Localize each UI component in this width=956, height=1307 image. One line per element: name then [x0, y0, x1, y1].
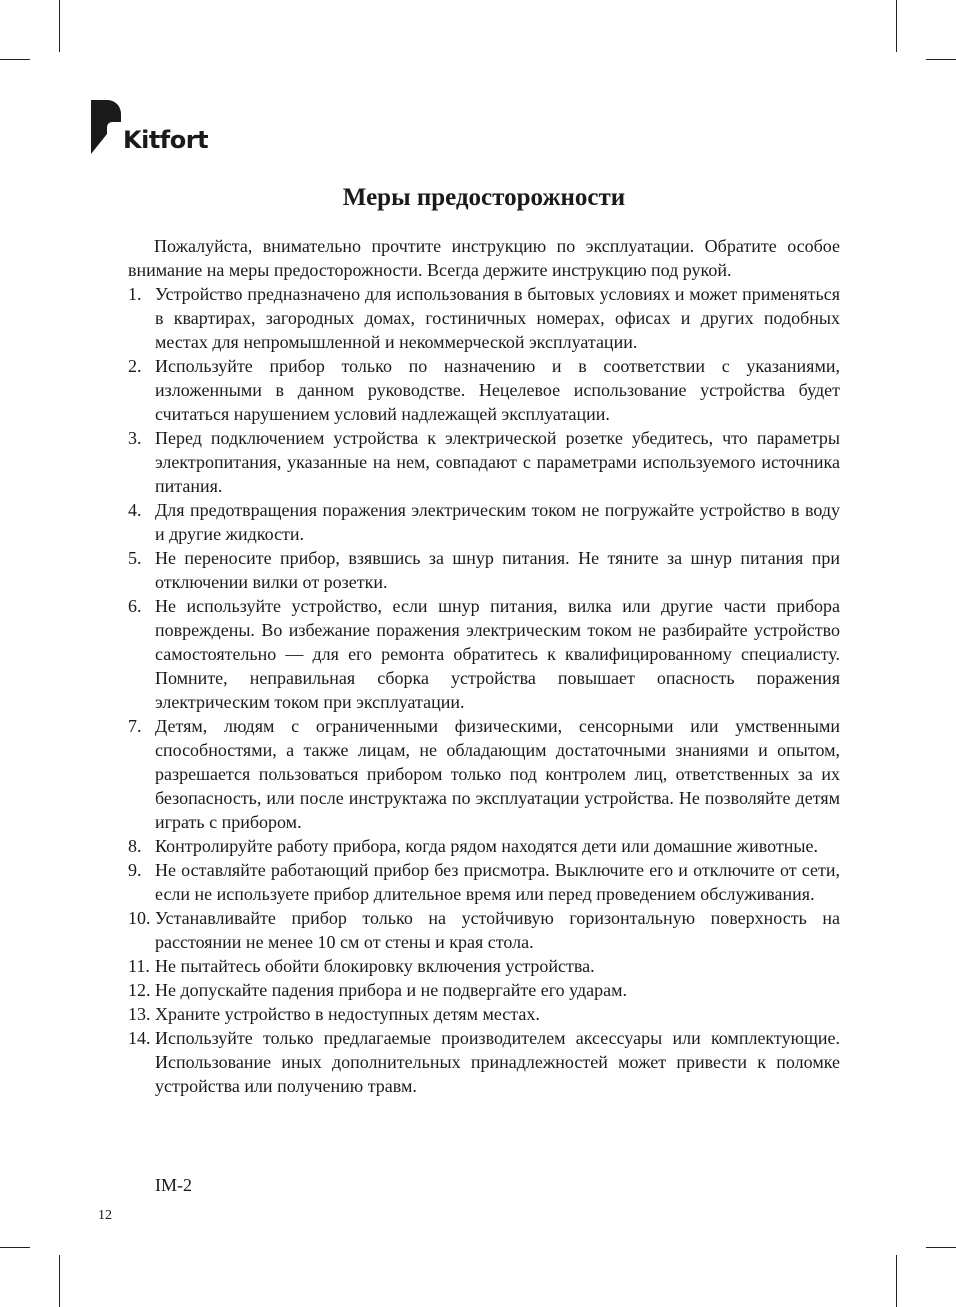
item-text: Для предотвращения поражения электрическим током не погружайте устройство в воду и другие жидкости. — [155, 500, 840, 544]
list-item — [128, 978, 840, 1002]
kitfort-logo — [91, 100, 208, 154]
item-number: 3. — [128, 428, 142, 448]
item-number: 13. — [128, 1004, 151, 1024]
list-item — [128, 354, 840, 426]
kitfort-logo-text: Kitfort — [123, 126, 209, 154]
list-item — [128, 594, 840, 714]
item-text: Детям, людям с ограниченными физическими, сенсорными или умственными способностями, а также лицам, не обладающим достаточными знаниями и опытом, разрешается пользоваться прибором только под контролем лиц, ответственных за их безопасность, или после инструктажа по эксплуатации устройства. Не позволяйте детям играть с прибором. — [155, 716, 840, 832]
crop-mark-bottom-left-vertical — [59, 1255, 60, 1307]
item-number: 9. — [128, 860, 142, 880]
list-item — [128, 282, 840, 354]
item-number: 11. — [128, 956, 150, 976]
item-number: 5. — [128, 548, 142, 568]
kitfort-k-mark-icon — [91, 100, 121, 154]
crop-mark-bottom-left-horizontal — [0, 1247, 30, 1248]
list-item — [128, 834, 840, 858]
item-text: Используйте только предлагаемые производителем аксессуары или комплектующие. Использование иных дополнительных принадлежностей может привести к поломке устройства или получению травм. — [155, 1028, 840, 1096]
item-text: Храните устройство в недоступных детям местах. — [155, 1004, 540, 1024]
item-number: 2. — [128, 356, 142, 376]
list-item — [128, 1002, 840, 1026]
list-item — [128, 906, 840, 954]
item-text: Устройство предназначено для использования в бытовых условиях и может применяться в квартирах, загородных домах, гостиничных номерах, офисах и других подобных местах для непромышленной и некоммерческой эксплуатации. — [155, 284, 840, 352]
item-number: 8. — [128, 836, 142, 856]
item-text: Используйте прибор только по назначению и в соответствии с указаниями, изложенными в данном руководстве. Нецелевое использование устройства будет считаться нарушением условий надлежащей эксплуатации. — [155, 356, 840, 424]
item-text: Контролируйте работу прибора, когда рядом находятся дети или домашние животные. — [155, 836, 818, 856]
crop-mark-top-left-vertical — [59, 0, 60, 52]
item-text: Не пытайтесь обойти блокировку включения устройства. — [155, 956, 595, 976]
item-text: Устанавливайте прибор только на устойчивую горизонтальную поверхность на расстоянии не менее 10 см от стены и края стола. — [155, 908, 840, 952]
item-number: 1. — [128, 284, 142, 304]
document-body — [128, 234, 840, 1098]
page-number: 12 — [98, 1208, 112, 1223]
list-item — [128, 426, 840, 498]
item-number: 4. — [128, 500, 142, 520]
item-number: 12. — [128, 980, 151, 1000]
item-number: 6. — [128, 596, 142, 616]
list-item — [128, 498, 840, 546]
list-item — [128, 714, 840, 834]
item-text: Не используйте устройство, если шнур питания, вилка или другие части прибора повреждены. Во избежание поражения электрическим током не разбирайте устройство самостоятельно — для его ремонта обратитесь к квалифицированному специалисту. Помните, неправильная сборка устройства повышает опасность поражения электрическим током при эксплуатации. — [155, 596, 840, 712]
item-text: Не допускайте падения прибора и не подвергайте его ударам. — [155, 980, 628, 1000]
item-number: 14. — [128, 1028, 151, 1048]
crop-mark-top-right-vertical — [896, 0, 897, 52]
item-text: Не переносите прибор, взявшись за шнур питания. Не тяните за шнур питания при отключении вилки от розетки. — [155, 548, 840, 592]
precautions-list — [128, 282, 840, 1098]
item-text: Не оставляйте работающий прибор без присмотра. Выключите его и отключите от сети, если не используете прибор длительное время или перед проведением обслуживания. — [155, 860, 840, 904]
item-number: 10. — [128, 908, 151, 928]
list-item — [128, 858, 840, 906]
page-title: Меры предосторожности — [342, 184, 626, 211]
item-text: Перед подключением устройства к электрической розетке убедитесь, что параметры электропитания, указанные на нем, совпадают с параметрами используемого источника питания. — [155, 428, 840, 496]
intro-paragraph: Пожалуйста, внимательно прочтите инструкцию по эксплуатации. Обратите особое внимание на меры предосторожности. Всегда держите инструкцию под рукой. — [128, 236, 840, 280]
crop-mark-top-left-horizontal — [0, 59, 30, 60]
item-number: 7. — [128, 716, 142, 736]
crop-mark-bottom-right-horizontal — [926, 1247, 956, 1248]
list-item — [128, 1026, 840, 1098]
crop-mark-bottom-right-vertical — [896, 1255, 897, 1307]
list-item — [128, 954, 840, 978]
crop-mark-top-right-horizontal — [926, 59, 956, 60]
list-item — [128, 546, 840, 594]
document-code: IM-2 — [155, 1175, 192, 1195]
